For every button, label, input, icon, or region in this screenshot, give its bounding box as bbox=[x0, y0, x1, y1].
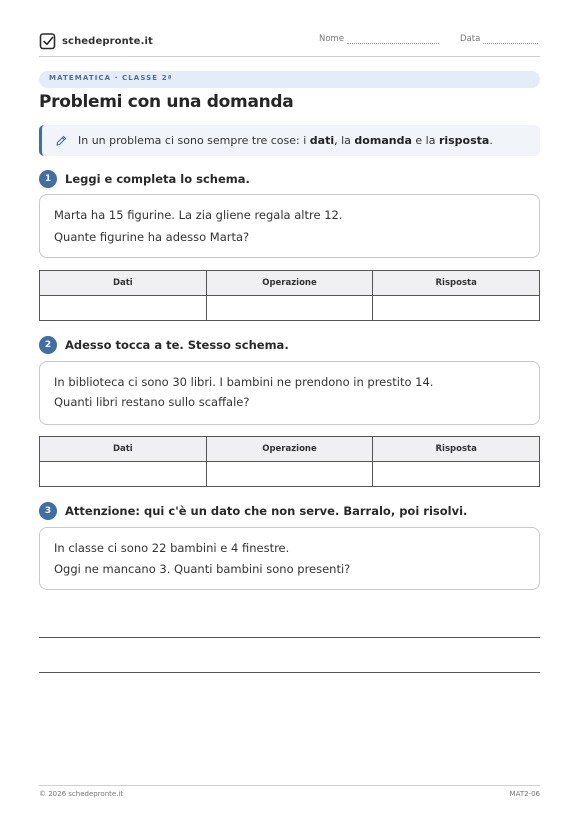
header-divider bbox=[39, 56, 540, 57]
answer-line-1[interactable] bbox=[39, 637, 540, 638]
problem-box-2 bbox=[39, 361, 540, 425]
problem-line: In biblioteca ci sono 30 libri. I bambini ne prendono in prestito 14. bbox=[54, 375, 434, 389]
question-2-heading bbox=[39, 336, 289, 354]
date-label: Data bbox=[460, 34, 481, 44]
column-header-operazione: Operazione bbox=[206, 271, 373, 296]
date-line[interactable] bbox=[483, 35, 538, 44]
answer-cell-operazione[interactable] bbox=[206, 296, 373, 321]
answer-cell-risposta[interactable] bbox=[373, 296, 540, 321]
problem-line: Quante figurine ha adesso Marta? bbox=[54, 230, 250, 244]
problem-line: In classe ci sono 22 bambini e 4 finestre. bbox=[54, 541, 290, 555]
pencil-icon bbox=[55, 135, 67, 147]
column-header-risposta: Risposta bbox=[373, 271, 540, 296]
column-header-risposta: Risposta bbox=[373, 437, 540, 462]
date-field[interactable] bbox=[460, 34, 538, 44]
answer-line-2[interactable] bbox=[39, 672, 540, 673]
question-1-heading bbox=[39, 170, 250, 188]
subject-tag-text: MATEMATICA · CLASSE 2ª bbox=[49, 74, 173, 82]
column-header-dati: Dati bbox=[40, 271, 207, 296]
problem-line: Oggi ne mancano 3. Quanti bambini sono presenti? bbox=[54, 562, 351, 576]
problem-box-3 bbox=[39, 527, 540, 590]
question-instruction: Adesso tocca a te. Stesso schema. bbox=[65, 338, 289, 352]
answer-cell-operazione[interactable] bbox=[206, 462, 373, 487]
keyword-domanda: domanda bbox=[354, 134, 412, 147]
column-header-operazione: Operazione bbox=[206, 437, 373, 462]
brand-name: schedepronte.it bbox=[62, 35, 153, 47]
footer-copyright: © 2026 schedepronte.it bbox=[39, 790, 124, 798]
question-number-badge: 3 bbox=[39, 502, 57, 520]
problem-line: Marta ha 15 figurine. La zia gliene regala altre 12. bbox=[54, 208, 343, 222]
question-number-badge: 1 bbox=[39, 170, 57, 188]
answer-cell-risposta[interactable] bbox=[373, 462, 540, 487]
page-title: Problemi con una domanda bbox=[39, 92, 294, 112]
note-text: In un problema ci sono sempre tre cose: i dati, la domanda e la risposta. bbox=[78, 134, 493, 147]
footer-divider bbox=[39, 785, 540, 786]
problem-line: Quanti libri restano sullo scaffale? bbox=[54, 395, 250, 409]
name-label: Nome bbox=[319, 34, 345, 44]
question-instruction: Leggi e completa lo schema. bbox=[65, 172, 250, 186]
problem-box-1 bbox=[39, 194, 540, 258]
keyword-dati: dati bbox=[309, 134, 335, 147]
answer-cell-dati[interactable] bbox=[40, 462, 207, 487]
name-field[interactable] bbox=[319, 34, 439, 44]
answer-table-1 bbox=[39, 270, 540, 321]
name-line[interactable] bbox=[347, 35, 439, 44]
answer-table-2 bbox=[39, 436, 540, 487]
brand bbox=[39, 31, 153, 51]
question-number-badge: 2 bbox=[39, 336, 57, 354]
question-instruction: Attenzione: qui c'è un dato che non serve. Barralo, poi risolvi. bbox=[65, 504, 468, 518]
column-header-dati: Dati bbox=[40, 437, 207, 462]
page-header bbox=[39, 29, 540, 53]
checklist-icon bbox=[39, 32, 57, 50]
footer-code: MAT2-06 bbox=[509, 790, 540, 798]
question-3-heading bbox=[39, 502, 467, 520]
answer-cell-dati[interactable] bbox=[40, 296, 207, 321]
keyword-risposta: risposta bbox=[438, 134, 490, 147]
subject-tag bbox=[39, 71, 540, 88]
info-note bbox=[39, 125, 540, 156]
